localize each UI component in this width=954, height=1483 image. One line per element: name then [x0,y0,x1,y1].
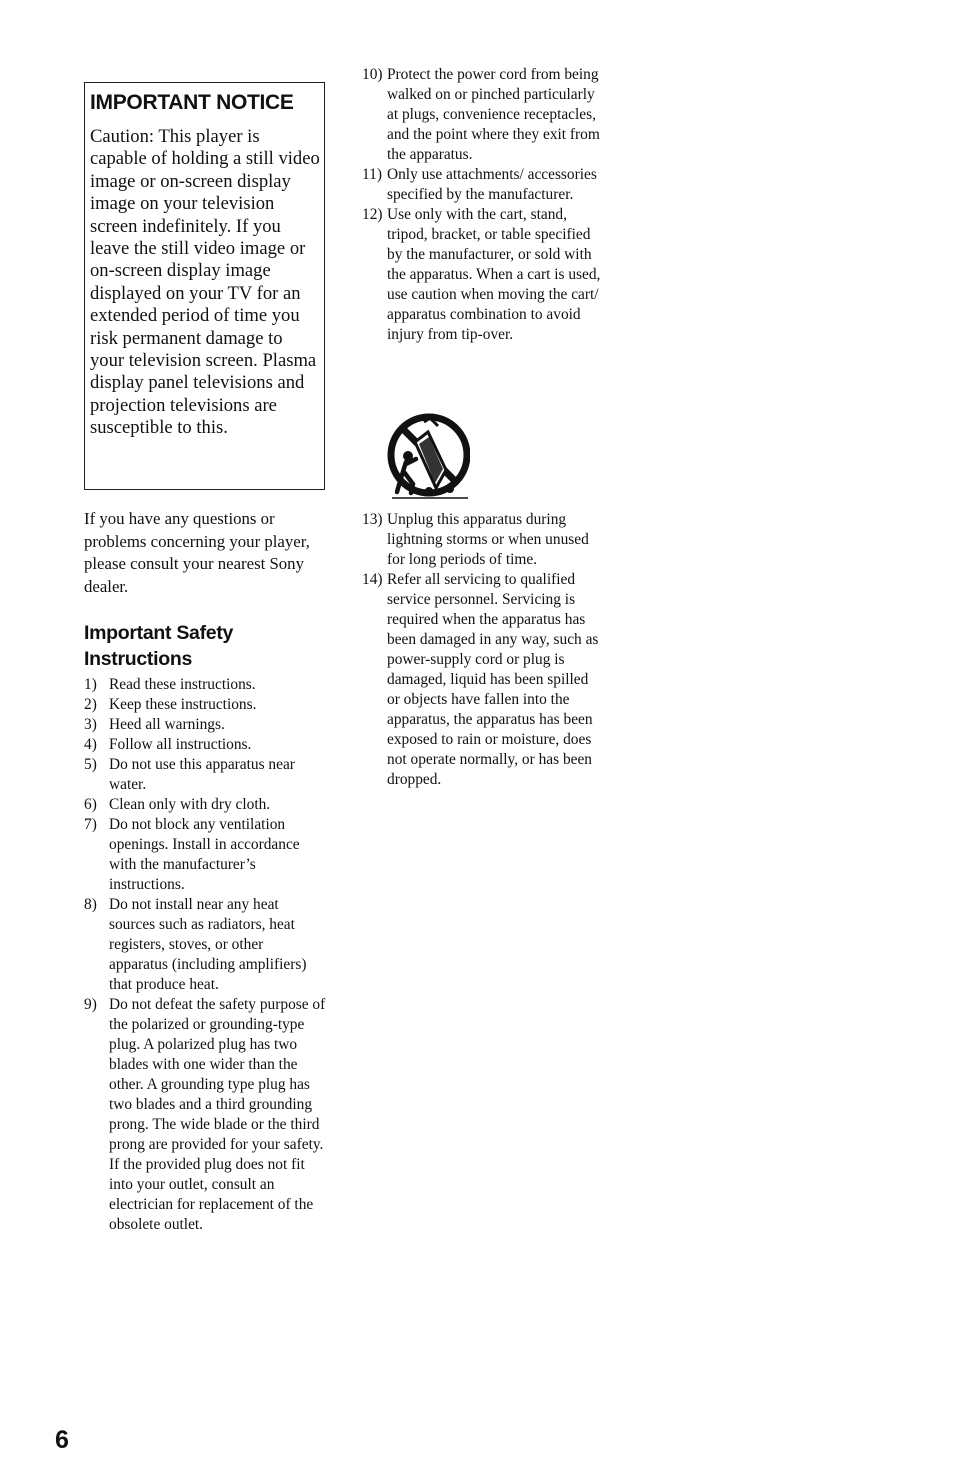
list-item: 11) Only use attachments/ accessories specified by the manufacturer. [362,166,597,203]
notice-text: Caution: This player is capable of holding a still video image or on-screen display image on your television screen indefinitely. If you leave the still video image or on-screen display image displayed on your TV for an extended period of time you risk permanent damage to your television screen. Plasma display panel televisions and projection televisions are susceptible to this. [90,126,320,439]
cart-tip-over-warning-icon [386,412,470,500]
page-number: 6 [55,1426,69,1454]
list-item: 14) Refer all servicing to qualified service personnel. Servicing is required when the apparatus has been damaged in any way, such as power-supply cord or plug is damaged, liquid has been spilled or objects have fallen into the apparatus, the apparatus has been exposed to rain or moisture, does not operate normally, or has been dropped. [362,571,599,788]
notice-title: IMPORTANT NOTICE [90,91,294,114]
list-item: 13) Unplug this apparatus during lightning storms or when unused for long periods of time. [362,511,589,568]
list-item: 7) Do not block any ventilation openings. Install in accordance with the manufacturer’s instructions. [84,816,300,893]
safety-list-right-bottom [362,510,604,790]
dealer-contact-text: If you have any questions or problems concerning your player, please consult your nearest Sony dealer. [84,509,310,596]
safety-heading: Important Safety Instructions [84,622,234,670]
list-item: 5) Do not use this apparatus near water. [84,756,295,793]
list-item: 10) Protect the power cord from being walked on or pinched particularly at plugs, convenience receptacles, and the point where they exit from the apparatus. [362,66,600,163]
list-item: 2) Keep these instructions. [84,696,257,713]
list-item: 1) Read these instructions. [84,676,256,693]
safety-list-right-top [362,65,604,345]
list-item: 8) Do not install near any heat sources such as radiators, heat registers, stoves, or other apparatus (including amplifiers) that produce heat. [84,896,307,993]
safety-list-left [84,675,326,1235]
list-item: 12) Use only with the cart, stand, tripod, bracket, or table specified by the manufacturer, or sold with the apparatus. When a cart is used, use caution when moving the cart/ apparatus combination to avoid injury from tip-over. [362,206,601,343]
list-item: 3) Heed all warnings. [84,716,225,733]
list-item: 9) Do not defeat the safety purpose of the polarized or grounding-type plug. A polarized plug has two blades with one wider than the other. A grounding type plug has two blades and a third grounding prong. The wide blade or the third prong are provided for your safety. If the provided plug does not fit into your outlet, consult an electrician for replacement of the obsolete outlet. [84,996,326,1233]
list-item: 6) Clean only with dry cloth. [84,796,271,813]
list-item: 4) Follow all instructions. [84,736,252,753]
important-notice-box [84,82,325,490]
